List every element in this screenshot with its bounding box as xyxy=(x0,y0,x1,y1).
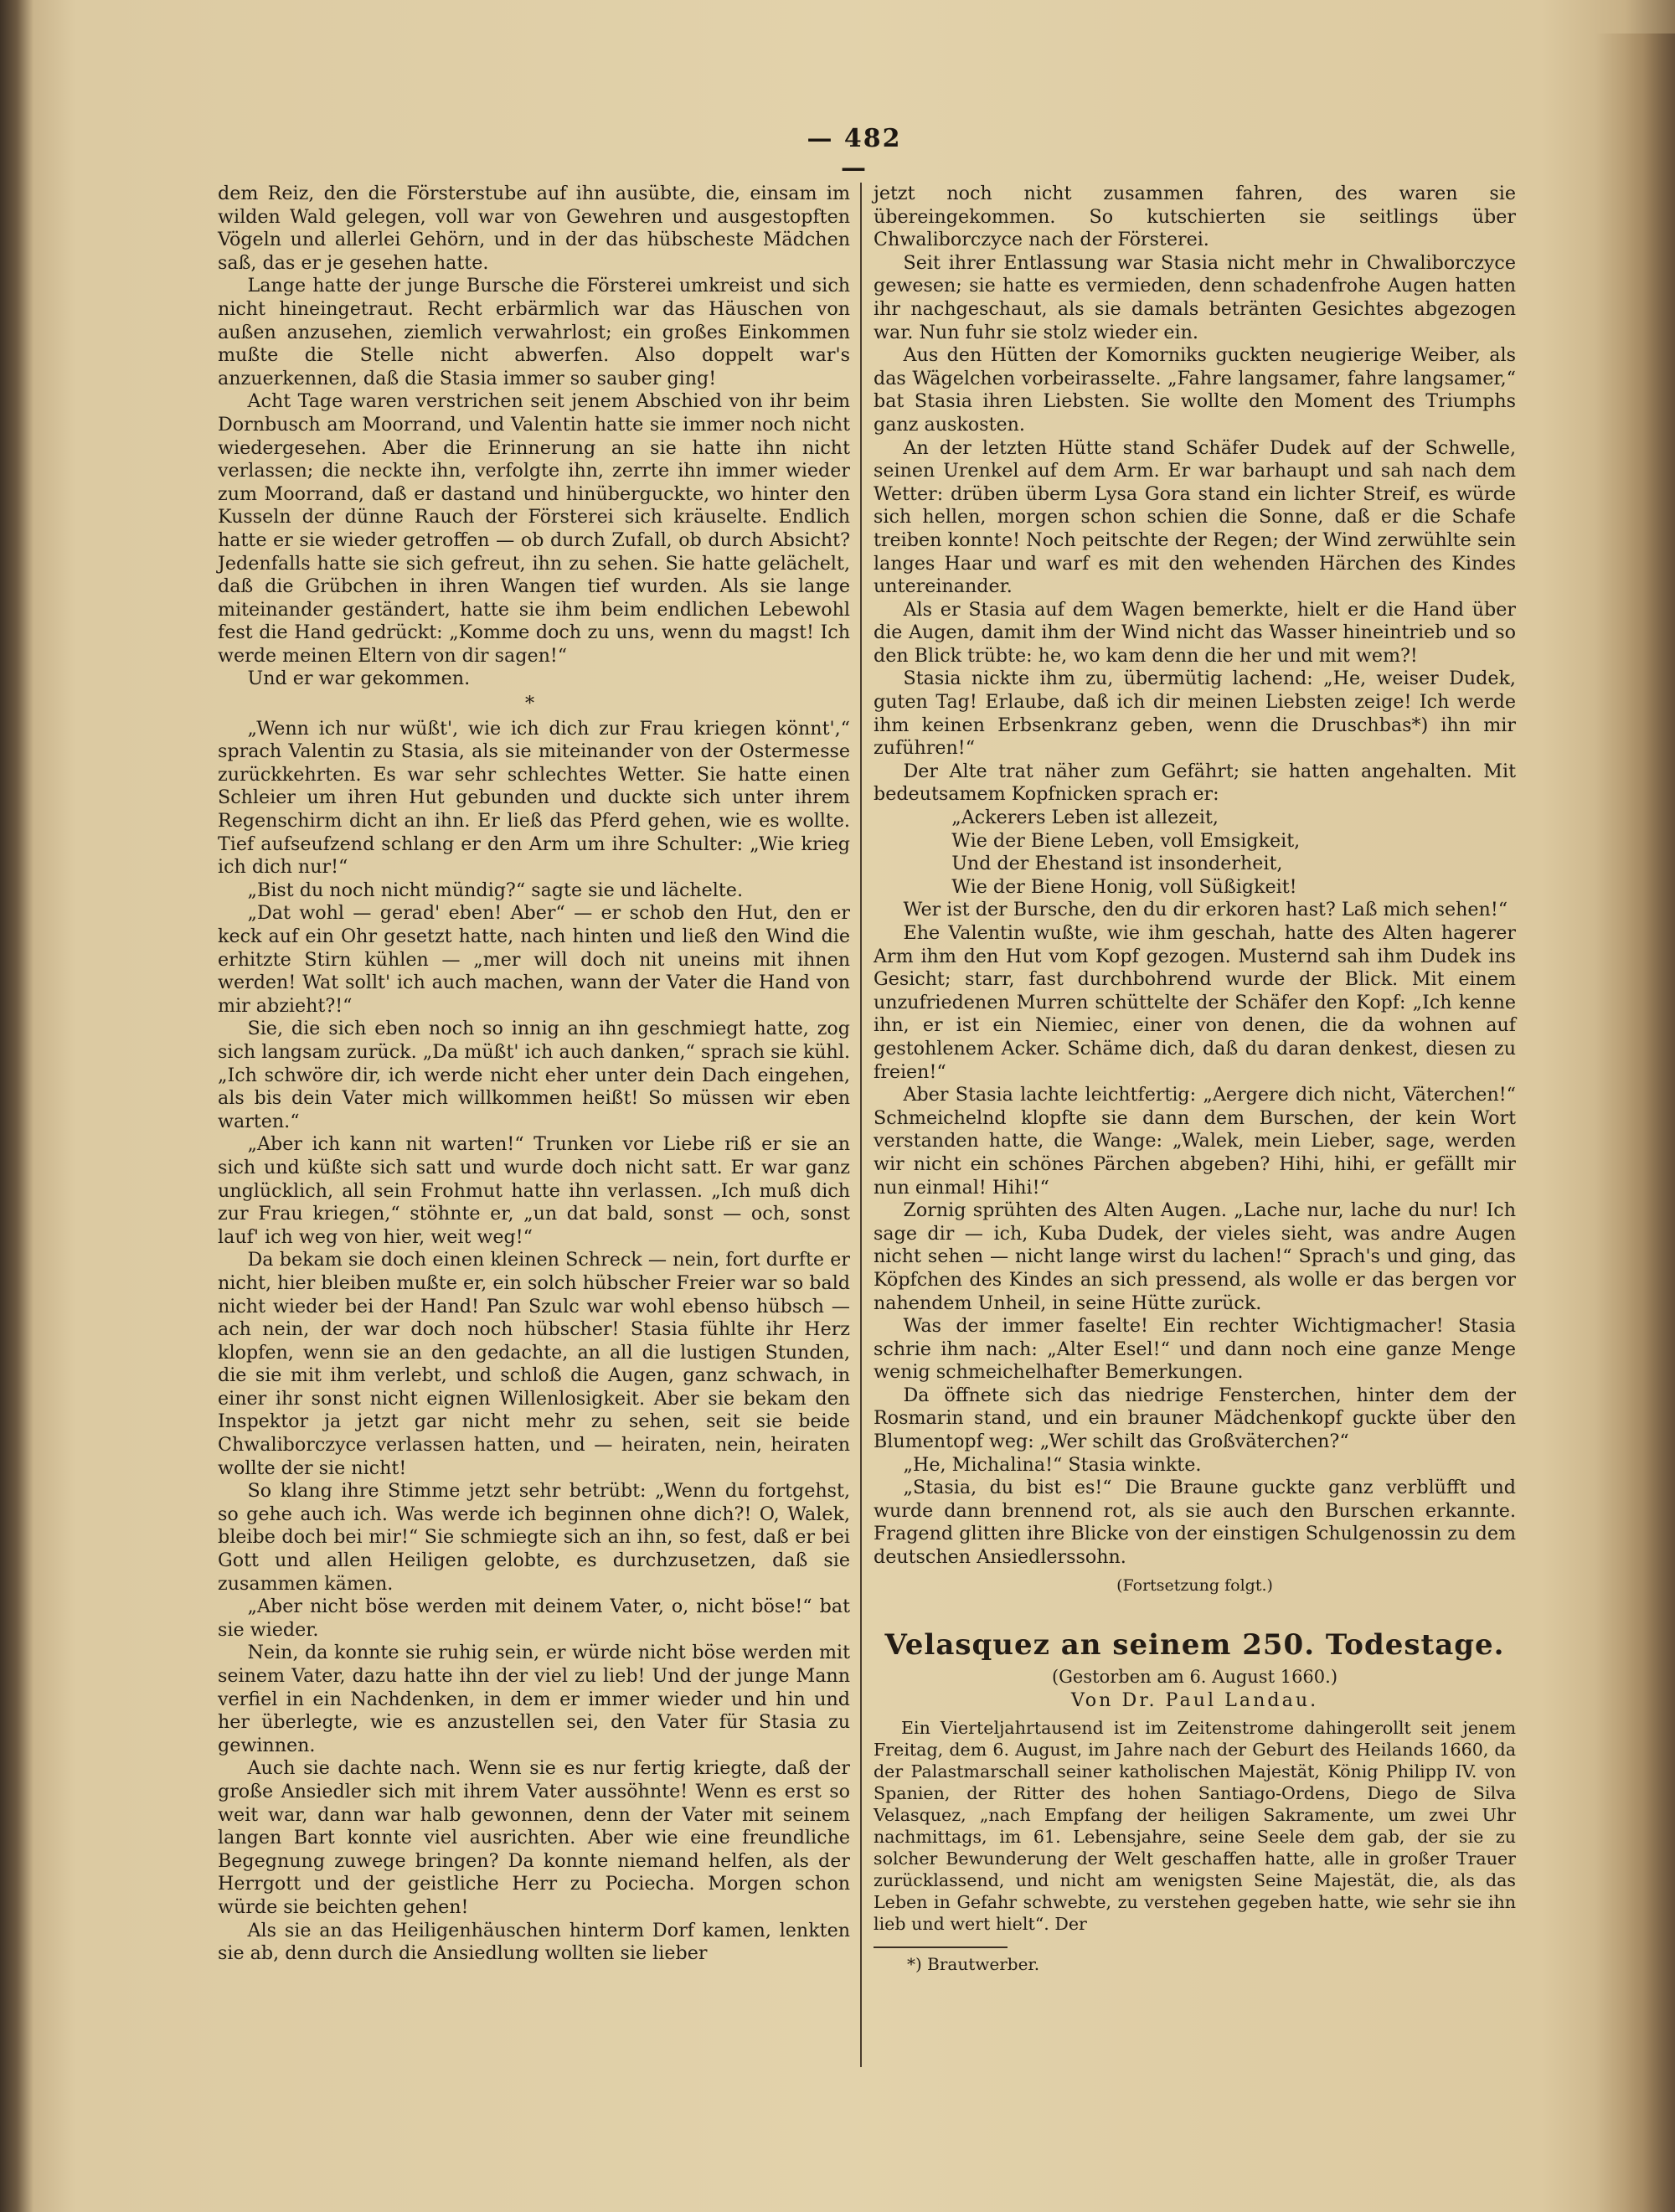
paragraph: Zornig sprühten des Alten Augen. „Lache nur, lache du nur! Ich sage dir — ich, Kuba Dudek, der vieles sieht, was andre Augen nicht sehen — nicht lange wirst du lachen!“ Sprach's und ging, das Köpfchen des Kindes an sich pressend, als wolle er das bergen vor nahendem Unheil, in seine Hütte zurück. xyxy=(874,1199,1516,1314)
paragraph: Ehe Valentin wußte, wie ihm geschah, hatte des Alten hagerer Arm ihm den Hut vom Kopf gezogen. Musternd sah ihm Dudek ins Gesicht; starr, fast durchbohrend wurde der Blick. Mit einem unzufriedenen Murren schüttelte der Schäfer den Kopf: „Ich kenne ihn, er ist ein Niemiec, einer von denen, die da wohnen auf gestohlenem Acker. Schäme dich, daß du daran denkest, diesen zu freien!“ xyxy=(874,922,1516,1083)
paragraph: Da öffnete sich das niedrige Fensterchen, hinter dem der Rosmarin stand, und ein brauner Mädchenkopf guckte über den Blumentopf weg: „Wer schilt das Großväterchen?“ xyxy=(874,1384,1516,1453)
paragraph: Acht Tage waren verstrichen seit jenem Abschied von ihr beim Dornbusch am Moorrand, und Valentin hatte sie immer noch nicht wiedergesehen. Aber die Erinnerung an sie hatte ihn nicht verlassen; die neckte ihn, verfolgte ihn, zerrte ihn immer wieder zum Moorrand, daß er dastand und hinüberguckte, wo hinter den Kusseln der dünne Rauch der Försterei sich kräuselte. Endlich hatte er sie wieder getroffen — ob durch Zufall, ob durch Absicht? Jedenfalls hatte sie sich gefreut, ihn zu sehen. Sie hatte gelächelt, daß die Grübchen in ihren Wangen tief wurden. Als sie lange miteinander geständert, hatte sie ihm beim endlichen Lebewohl fest die Hand gedrückt: „Komme doch zu uns, wenn du magst! Ich werde meinen Eltern von dir sagen!“ xyxy=(218,390,850,667)
verse-line: Und der Ehestand ist insonderheit, xyxy=(951,853,1283,875)
paragraph: Sie, die sich eben noch so innig an ihn geschmiegt hatte, zog sich langsam zurück. „Da müßt' ich auch danken,“ sprach sie kühl. „Ich schwöre dir, ich werde nicht eher unter dein Dach eingehen, als bis dein Vater mich willkommen heißt! So müssen wir eben warten.“ xyxy=(218,1018,850,1132)
paragraph: Als er Stasia auf dem Wagen bemerkte, hielt er die Hand über die Augen, damit ihm der Wind nicht das Wasser hineintrieb und so den Blick trübte: he, wo kam denn die her und mit wem?! xyxy=(874,598,1516,667)
paragraph: „Aber ich kann nit warten!“ Trunken vor Liebe riß er sie an sich und küßte sich satt und wurde doch nicht satt. Er war ganz unglücklich, all sein Frohmut hatte ihn verlassen. „Ich muß dich zur Frau kriegen,“ stöhnte er, „un dat bald, sonst — och, sonst lauf' ich weg von hier, weit weg!“ xyxy=(218,1133,850,1248)
paragraph: Was der immer faselte! Ein rechter Wichtigmacher! Stasia schrie ihm nach: „Alter Esel!“ und dann noch eine ganze Menge wenig schmeichelhafter Bemerkungen. xyxy=(874,1315,1516,1384)
verse-line: „Ackerers Leben ist allezeit, xyxy=(951,807,1219,829)
left-column xyxy=(218,183,850,1966)
paragraph: Aber Stasia lachte leichtfertig: „Aergere dich nicht, Väterchen!“ Schmeichelnd klopfte sie dann dem Burschen, der kein Wort verstanden hatte, die Wange: „Walek, mein Lieber, sage, werden wir nicht ein schönes Pärchen abgeben? Hihi, hihi, er gefällt mir nun einmal! Hihi!“ xyxy=(874,1084,1516,1199)
footnote-rule xyxy=(874,1946,1008,1948)
column-divider xyxy=(860,183,862,2067)
article-subtitle: (Gestorben am 6. August 1660.) xyxy=(1051,1667,1338,1688)
paragraph: „Wenn ich nur wüßt', wie ich dich zur Frau kriegen könnt',“ sprach Valentin zu Stasia, als sie miteinander von der Ostermesse zurückkehrten. Es war sehr schlechtes Wetter. Sie hatte einen Schleier um ihren Hut gebunden und duckte sich unter ihrem Regenschirm dicht an ihn. Er ließ das Pferd gehen, wie es wollte. Tief aufseufzend schlang er den Arm um ihre Schulter: „Wie krieg ich dich nur!“ xyxy=(218,717,850,879)
paragraph: Und er war gekommen. xyxy=(247,668,471,690)
paragraph: „Dat wohl — gerad' eben! Aber“ — er schob den Hut, den er keck auf ein Ohr gesetzt hatte, nach hinten und ließ den Wind die erhitzte Stirn kühlen — „mer will doch nit uneins mit ihnen werden! Wat sollt' ich auch machen, wann der Vater die Hand von mir abzieht?!“ xyxy=(218,902,850,1017)
paragraph: Lange hatte der junge Bursche die Försterei umkreist und sich nicht hineingetraut. Recht erbärmlich war das Häuschen von außen anzusehen, ziemlich verwahrlost; ein großes Einkommen mußte die Stelle nicht abwerfen. Also doppelt war's anzuerkennen, daß die Stasia immer so sauber ging! xyxy=(218,275,850,389)
section-separator: * xyxy=(524,693,544,715)
paragraph: Wer ist der Bursche, den du dir erkoren hast? Laß mich sehen!“ xyxy=(903,899,1508,921)
paragraph: „Stasia, du bist es!“ Die Braune guckte ganz verblüfft und wurde dann brennend rot, als sie auch den Burschen erkannte. Fragend glitten ihre Blicke von der einstigen Schulgenossin zu dem deutschen Ansiedlerssohn. xyxy=(874,1477,1516,1569)
paragraph: jetzt noch nicht zusammen fahren, des waren sie übereingekommen. So kutschierten sie seitlings über Chwaliborczyce nach der Försterei. xyxy=(874,183,1516,251)
paragraph: Der Alte trat näher zum Gefährt; sie hatten angehalten. Mit bedeutsamem Kopfnicken sprach er: xyxy=(874,760,1516,806)
verse-line: Wie der Biene Leben, voll Emsigkeit, xyxy=(951,829,1301,852)
paragraph: Nein, da konnte sie ruhig sein, er würde nicht böse werden mit seinem Vater, dazu hatte ihn der viel zu lieb! Und der junge Mann verfiel in ein Nachdenken, in dem er immer wieder und hin und her überlegte, wie es anzustellen sei, den Vater für Stasia zu gewinnen. xyxy=(218,1642,850,1756)
paragraph: „Aber nicht böse werden mit deinem Vater, o, nicht böse!“ bat sie wieder. xyxy=(218,1596,850,1641)
paragraph: Aus den Hütten der Komorniks guckten neugierige Weiber, als das Wägelchen vorbeirasselte. „Fahre langsamer, fahre langsamer,“ bat Stasia ihren Liebsten. Sie wollte den Moment des Triumphs ganz auskosten. xyxy=(874,344,1516,436)
paragraph: Als sie an das Heiligenhäuschen hinterm Dorf kamen, lenkten sie ab, denn durch die Ansiedlung wollten sie lieber xyxy=(218,1919,850,1965)
article-body: Ein Vierteljahrtausend ist im Zeitenstrome dahingerollt seit jenem Freitag, dem 6. August, im Jahre nach der Geburt des Heilands 1660, da der Palastmarschall seiner katholischen Majestät, König Philipp IV. von Spanien, der Ritter des hohen Santiago-Ordens, Diego de Silva Velasquez, „nach Empfang der heiligen Sakramente, um zwei Uhr nachmittags, im 61. Lebensjahre, seine Seele dem gab, der sie zu solcher Bewunderung der Welt geschaffen hatte, alle in großer Trauer zurücklassend, und nicht am wenigsten Seine Majestät, die, als das Leben in Gefahr schwebte, zu verstehen gegeben hatte, wie sehr sie ihn lieb und wert hielt“. Der xyxy=(874,1718,1516,1935)
paragraph: „He, Michalina!“ Stasia winkte. xyxy=(903,1453,1202,1476)
paragraph: Stasia nickte ihm zu, übermütig lachend: „He, weiser Dudek, guten Tag! Erlaube, daß ich dir meinen Liebsten zeige! Ich werde ihm keinen Erbsenkranz geben, wenn die Druschbas*) ihn mir zuführen!“ xyxy=(874,668,1516,760)
right-column xyxy=(874,183,1516,1977)
paragraph: So klang ihre Stimme jetzt sehr betrübt: „Wenn du fortgehst, so gehe auch ich. Was werde ich beginnen ohne dich?! O, Walek, bleibe doch bei mir!“ Sie schmiegte sich an ihn, so fest, daß er bei Gott und allen Heiligen gelobte, es durchzusetzen, daß sie zusammen kämen. xyxy=(218,1480,850,1595)
paragraph: Seit ihrer Entlassung war Stasia nicht mehr in Chwaliborczyce gewesen; sie hatte es vermieden, denn schadenfrohe Augen hatten ihr nachgeschaut, als sie damals betränten Gesichtes abgezogen war. Nun fuhr sie stolz wieder ein. xyxy=(874,251,1516,343)
paragraph: „Bist du noch nicht mündig?“ sagte sie und lächelte. xyxy=(247,879,743,901)
paragraph: An der letzten Hütte stand Schäfer Dudek auf der Schwelle, seinen Urenkel auf dem Arm. Er war barhaupt und sah nach dem Wetter: drüben überm Lysa Gora stand ein lichter Streif, es würde sich hellen, morgen schon schien die Sonne, daß er die Schafe treiben konnte! Noch peitschte der Regen; der Wind zerwühlte sein langes Haar und warf es mit den wehenden Härchen des Kindes untereinander. xyxy=(874,436,1516,598)
verse-line: Wie der Biene Honig, voll Süßigkeit! xyxy=(951,875,1297,898)
paragraph: Auch sie dachte nach. Wenn sie es nur fertig kriegte, daß der große Ansiedler sich mit ihrem Vater aussöhnte! Wenn es erst so weit war, dann war halb gewonnen, denn der Vater mit seinem langen Bart konnte viel ausrichten. Aber wie eine freundliche Begegnung zuwege bringen? Da konnte niemand helfen, als der Herrgott und der geistliche Herr zu Pociecha. Morgen schon würde sie beichten gehen! xyxy=(218,1757,850,1918)
continuation-note: (Fortsetzung folgt.) xyxy=(1116,1575,1273,1595)
paragraph: dem Reiz, den die Försterstube auf ihn ausübte, die, einsam im wilden Wald gelegen, voll war von Gewehren und ausgestopften Vögeln und allerlei Gehörn, und in der das hübscheste Mädchen saß, das er je gesehen hatte. xyxy=(218,183,850,274)
article-author: Von Dr. Paul Landau. xyxy=(1070,1689,1319,1711)
article-title: Velasquez an seinem 250. Todestage. xyxy=(884,1628,1505,1663)
paragraph: Da bekam sie doch einen kleinen Schreck — nein, fort durfte er nicht, hier bleiben mußte er, ein solch hübscher Freier war so bald nicht wieder bei der Hand! Pan Szulc war wohl ebenso hübsch — ach nein, der war doch noch hübscher! Stasia fühlte ihr Herz klopfen, wenn sie an den gedachte, an all die lustigen Stunden, die sie mit ihm verlebt, und schloß die Augen, ganz schwach, in einer ihr sonst nicht eignen Willenlosigkeit. Aber sie bekam den Inspektor ja jetzt gar nicht mehr zu sehen, seit sie beide Chwaliborczyce verlassen hatten, und — heiraten, nein, heiraten wollte der sie nicht! xyxy=(218,1249,850,1479)
footnote: *) Brautwerber. xyxy=(907,1954,1040,1975)
page-number: — 482 — xyxy=(807,124,902,183)
